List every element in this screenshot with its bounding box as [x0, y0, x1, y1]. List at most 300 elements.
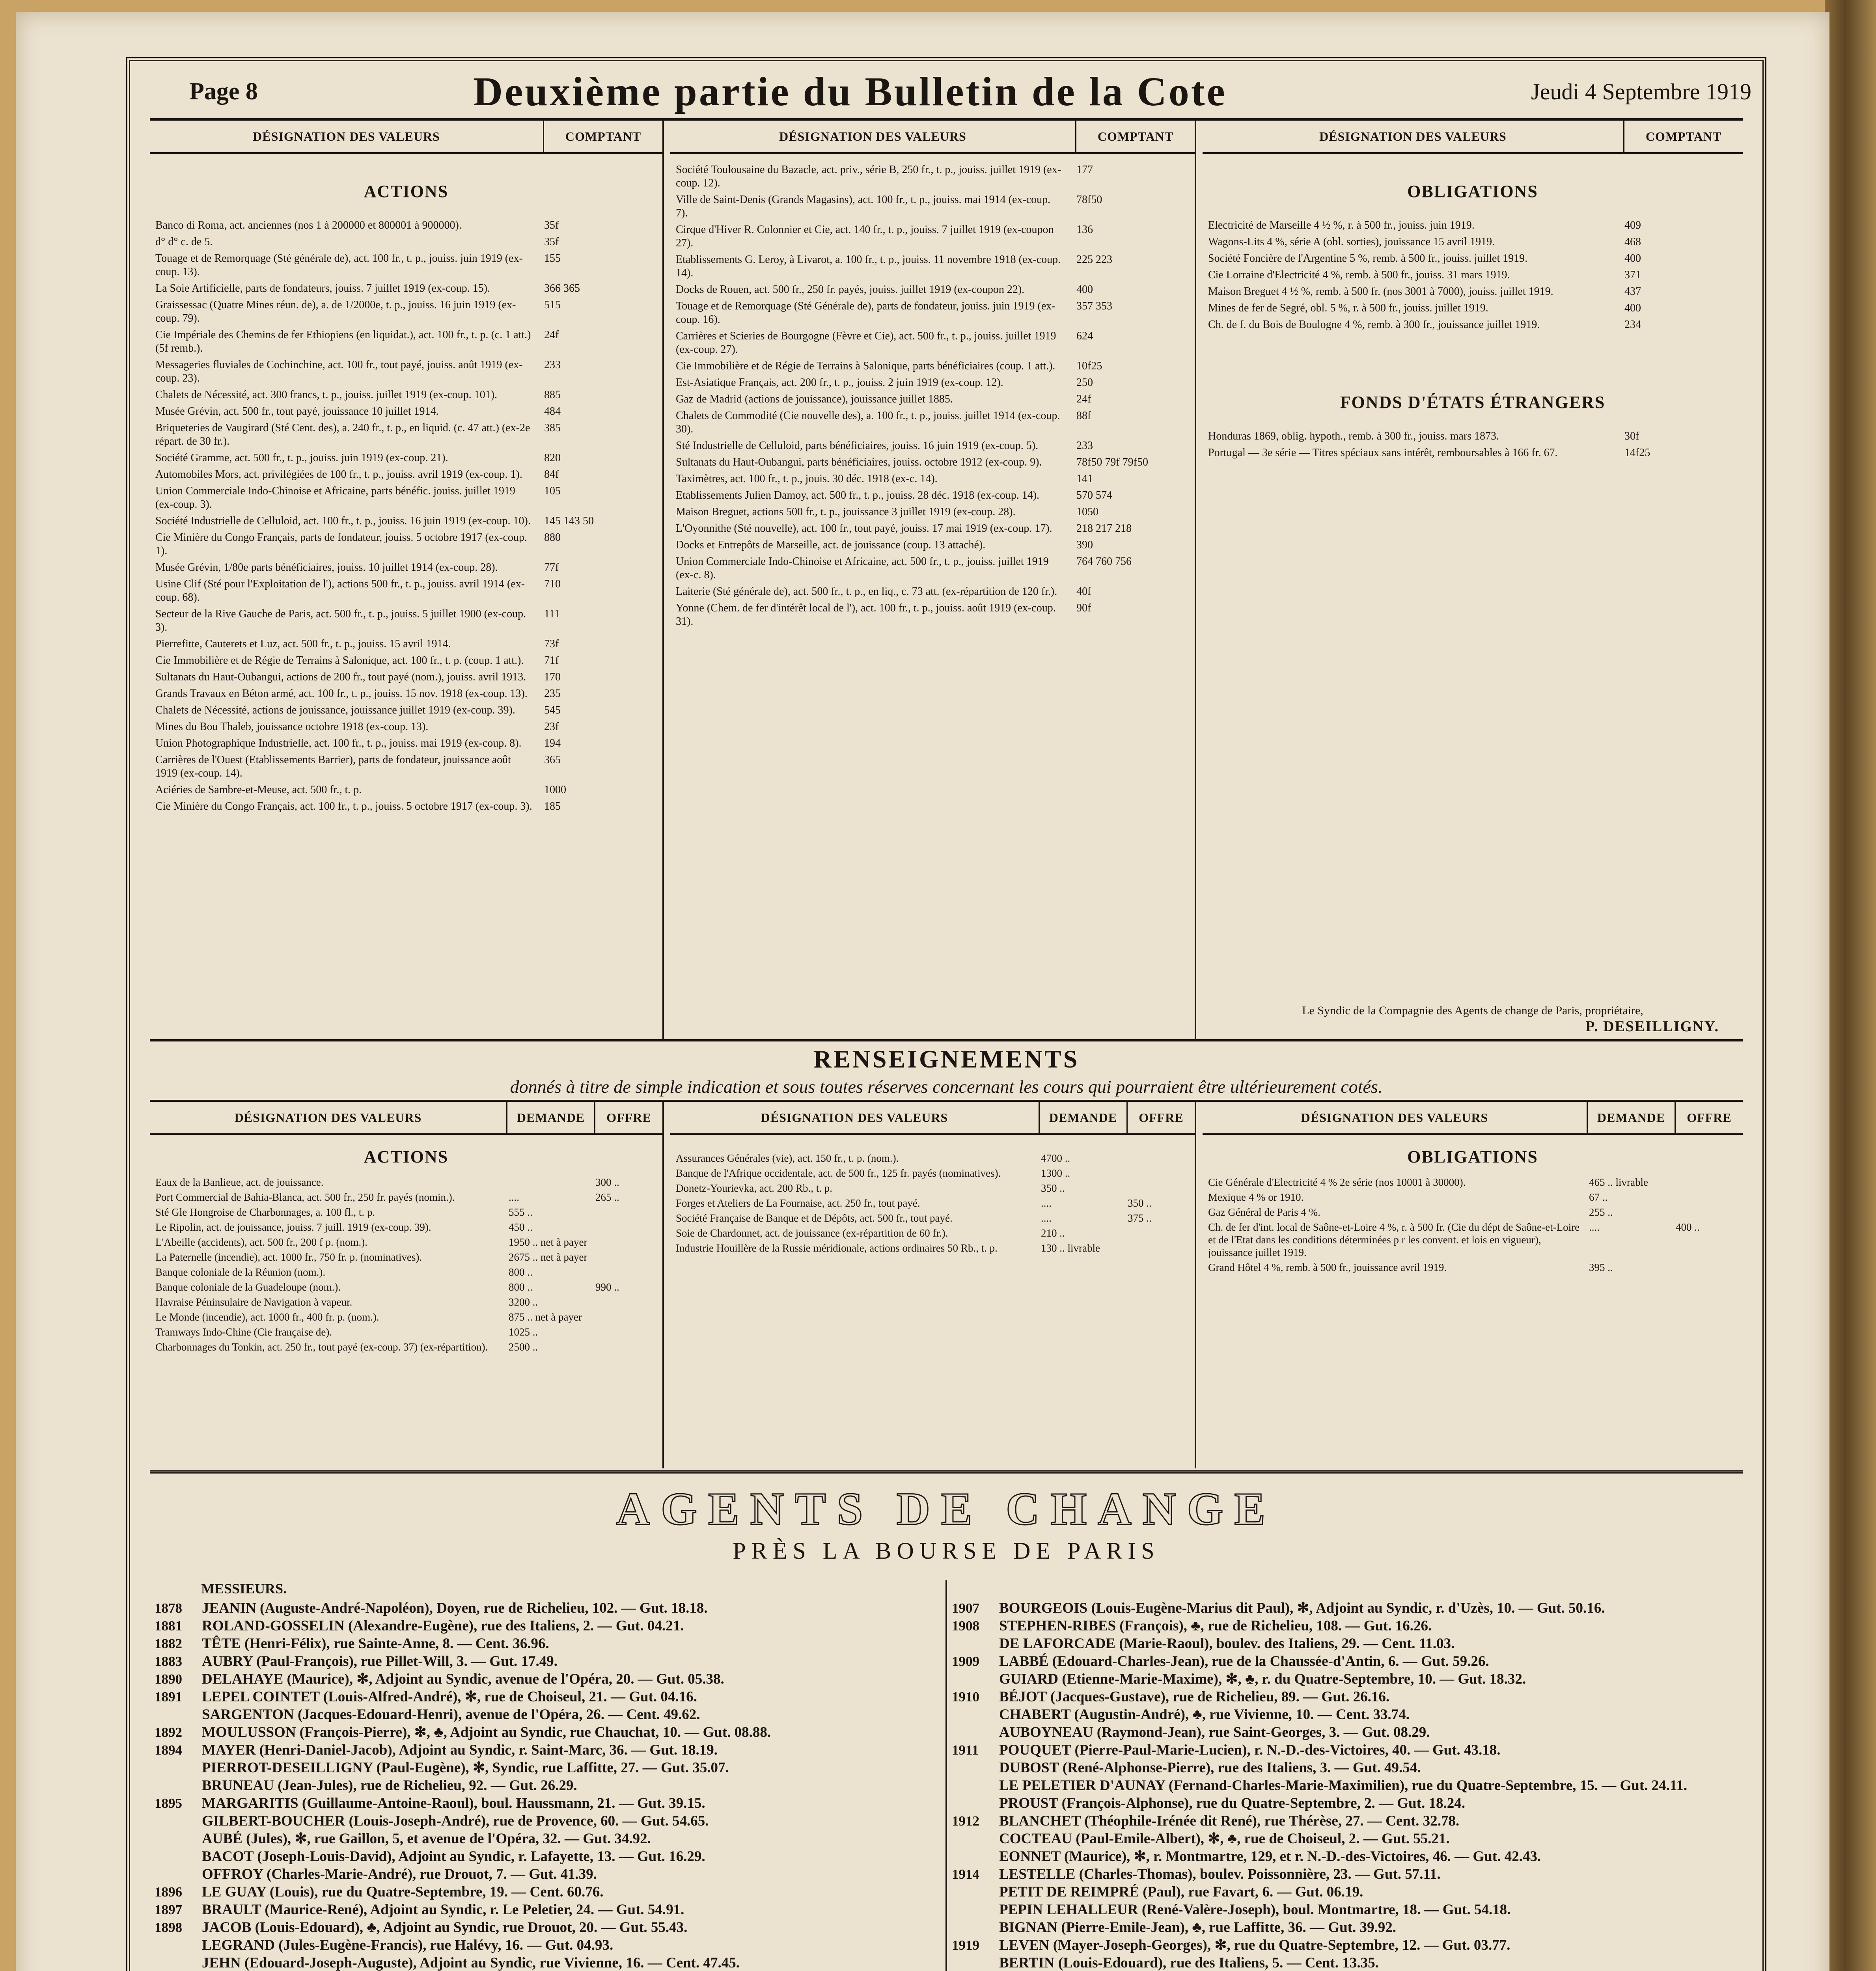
table-row — [150, 234, 662, 250]
security-designation: Pierrefitte, Cauterets et Luz, act. 500 fr., t. p., jouiss. 15 avril 1914. — [155, 638, 451, 650]
security-designation: Maison Breguet, actions 500 fr., t. p., jouissance 3 juillet 1919 (ex-coup. 28). — [676, 506, 1016, 518]
security-designation: La Paternelle (incendie), act. 1000 fr., 750 fr. p. (nominatives). — [155, 1251, 422, 1263]
cours-comptant: 885 — [544, 389, 561, 401]
agent-year — [150, 1759, 202, 1777]
agent-entry — [947, 1901, 1743, 1919]
agent-entry — [150, 1652, 945, 1670]
security-designation: Société Française de Banque et de Dépôts, act. 500 fr., tout payé. — [676, 1212, 953, 1224]
agent-year — [150, 1865, 202, 1883]
security-designation: Assurances Générales (vie), act. 150 fr., t. p. (nom.). — [676, 1152, 899, 1164]
table-row — [670, 1151, 1195, 1166]
agents-right-rows — [947, 1599, 1743, 1971]
security-designation: Maison Breguet 4 ½ %, remb. à 500 fr. (nos 3001 à 7000), jouiss. juillet 1919. — [1208, 285, 1553, 298]
security-designation: Musée Grévin, 1/80e parts bénéficiaires, jouiss. 10 juillet 1914 (ex-coup. 28). — [155, 561, 498, 574]
table-row — [1203, 1205, 1743, 1220]
cote-table — [150, 118, 1743, 1041]
security-designation: Gaz Général de Paris 4 %. — [1208, 1206, 1320, 1218]
table-row — [150, 280, 662, 297]
table-row — [670, 1226, 1195, 1241]
agent-details: DUBOST (René-Alphonse-Pierre), rue des Italiens, 3. — Gut. 49.54. — [999, 1760, 1421, 1776]
security-designation: Carrières et Scieries de Bourgogne (Fèvre et Cie), act. 500 fr., t. p., jouiss. juillet 1919 (ex-coup. 27). — [676, 330, 1056, 356]
table-row — [150, 1220, 662, 1235]
security-designation: Banco di Roma, act. anciennes (nos 1 à 200000 et 800001 à 900000). — [155, 219, 462, 231]
agent-details: COCTEAU (Paul-Emile-Albert), ✻, ♣, rue de Choiseul, 2. — Gut. 55.21. — [999, 1831, 1450, 1847]
agent-year: 1919 — [952, 1937, 979, 1953]
agent-entry — [150, 1865, 945, 1883]
ren-rows-col3 — [1203, 1175, 1743, 1275]
table-row — [150, 1205, 662, 1220]
cours-comptant: 371 — [1624, 269, 1641, 281]
table-row — [150, 686, 662, 702]
table-row — [150, 529, 662, 559]
table-row — [1203, 217, 1743, 234]
table-row — [670, 537, 1195, 553]
agent-entry — [947, 1741, 1743, 1759]
agents-column-right — [945, 1580, 1743, 1971]
security-designation: Cie Immobilière et de Régie de Terrains à Salonique, act. 100 fr., t. p. (coup. 1 att.). — [155, 654, 524, 667]
table-row — [670, 408, 1195, 438]
cours-comptant: 233 — [1076, 440, 1093, 452]
agent-details: BOURGEOIS (Louis-Eugène-Marius dit Paul), ✻, Adjoint au Syndic, r. d'Uzès, 10. — Gut. 50.16. — [999, 1600, 1605, 1616]
agent-entry — [150, 1919, 945, 1936]
security-designation: Docks de Rouen, act. 500 fr., 250 fr. payés, jouiss. juillet 1919 (ex-coupon 22). — [676, 283, 1025, 296]
cours-demande: 350 .. — [1041, 1182, 1065, 1194]
table-row — [150, 702, 662, 719]
cours-offre — [591, 1206, 658, 1218]
table-row — [670, 583, 1195, 600]
security-designation: Ch. de fer d'int. local de Saône-et-Loire 4 %, r. à 500 fr. (Cie du dépt de Saône-et-Loire et de l'Etat dans les conditions déterminées p r les convent. et lois en vigueur), jouissance juillet 1919. — [1208, 1221, 1580, 1258]
renseignements-title: RENSEIGNEMENTS — [813, 1045, 1080, 1073]
agent-entry — [947, 1777, 1743, 1794]
col-header-offre: OFFRE — [594, 1102, 662, 1133]
table-row — [150, 636, 662, 652]
agent-year: 1890 — [155, 1671, 182, 1687]
agent-details: MAYER (Henri-Daniel-Jacob), Adjoint au Syndic, r. Saint-Marc, 36. — Gut. 18.19. — [202, 1742, 718, 1758]
cours-demande — [505, 1176, 591, 1189]
agent-year — [150, 1936, 202, 1954]
cours-comptant: 88f — [1076, 410, 1091, 422]
cours-demande: 2500 .. — [509, 1341, 538, 1353]
security-designation: Le Ripolin, act. de jouissance, jouiss. 7 juill. 1919 (ex-coup. 39). — [155, 1221, 431, 1233]
cours-demande: 1025 .. — [509, 1326, 538, 1338]
table-row — [670, 454, 1195, 471]
table-row — [150, 782, 662, 798]
cours-comptant: 194 — [544, 737, 561, 749]
cours-offre: 990 .. — [595, 1281, 619, 1293]
agent-year: 1892 — [155, 1725, 182, 1740]
agent-year — [947, 1830, 999, 1848]
security-designation: Est-Asiatique Français, act. 200 fr., t. p., jouiss. 2 juin 1919 (ex-coup. 12). — [676, 376, 1003, 389]
table-row — [150, 576, 662, 606]
cours-offre — [591, 1296, 658, 1308]
agent-year: 1894 — [155, 1742, 182, 1758]
agent-year: 1878 — [155, 1600, 182, 1616]
security-designation: Etablissements Julien Damoy, act. 500 fr., t. p., jouiss. 28 déc. 1918 (ex-coup. 14). — [676, 489, 1040, 501]
agent-details: AUBOYNEAU (Raymond-Jean), rue Saint-Georges, 3. — Gut. 08.29. — [999, 1724, 1430, 1740]
agents-left-rows — [150, 1599, 945, 1971]
security-designation: Grand Hôtel 4 %, remb. à 500 fr., jouissance avril 1919. — [1208, 1261, 1447, 1273]
col-header-demande: DEMANDE — [1587, 1102, 1675, 1133]
agent-entry — [150, 1688, 945, 1706]
security-designation: Laiterie (Sté générale de), act. 500 fr., t. p., en liq., c. 73 att. (ex-répartition de 120 fr.). — [676, 585, 1057, 598]
agents-subtitle: PRÈS LA BOURSE DE PARIS — [733, 1538, 1160, 1564]
agent-entry — [947, 1954, 1743, 1971]
agent-entry — [947, 1848, 1743, 1865]
cours-demande: .... — [509, 1191, 519, 1203]
ren-column-3 — [1203, 1102, 1743, 1468]
security-designation: Charbonnages du Tonkin, act. 250 fr., tout payé (ex-coup. 37) (ex-répartition). — [155, 1341, 488, 1353]
table-row — [150, 1190, 662, 1205]
cours-demande: 800 .. — [509, 1281, 533, 1293]
security-designation: Cie Minière du Congo Français, act. 100 fr., t. p., jouiss. 5 octobre 1917 (ex-coup. 3). — [155, 800, 532, 812]
col-header-designation: DÉSIGNATION DES VALEURS — [1319, 129, 1507, 143]
security-designation: Musée Grévin, act. 500 fr., tout payé, jouissance 10 juillet 1914. — [155, 405, 439, 417]
cours-comptant: 111 — [544, 608, 560, 620]
security-designation: Havraise Péninsulaire de Navigation à vapeur. — [155, 1296, 352, 1308]
agent-entry — [150, 1830, 945, 1848]
table-row — [150, 1339, 662, 1354]
agent-details: PETIT DE REIMPRÉ (Paul), rue Favart, 6. — Gut. 06.19. — [999, 1884, 1363, 1900]
security-designation: Wagons-Lits 4 %, série A (obl. sorties), jouissance 15 avril 1919. — [1208, 236, 1495, 248]
agent-entry — [947, 1706, 1743, 1723]
security-designation: Mexique 4 % or 1910. — [1208, 1191, 1304, 1203]
agent-details: BERTIN (Louis-Edouard), rue des Italiens, 5. — Cent. 13.35. — [999, 1955, 1379, 1971]
cours-comptant: 78f50 — [1076, 194, 1102, 206]
page-number: Page 8 — [189, 78, 258, 105]
agents-de-change-section — [150, 1482, 1743, 1971]
security-designation: Briqueteries de Vaugirard (Sté Cent. des), a. 240 fr., t. p., en liquid. (c. 47 att.) (ex-2e répart. de 30 fr.). — [155, 422, 530, 447]
table-row — [1203, 1260, 1743, 1275]
security-designation: Union Photographique Industrielle, act. 100 fr., t. p., jouiss. mai 1919 (ex-coup. 8). — [155, 737, 522, 749]
cours-comptant: 73f — [544, 638, 559, 650]
column-1 — [150, 121, 664, 1039]
security-designation: Graissessac (Quatre Mines réun. de), a. de 1/2000e, t. p., jouiss. 16 juin 1919 (ex-coup. 79). — [155, 299, 516, 324]
agent-details: MARGARITIS (Guillaume-Antoine-Raoul), boul. Haussmann, 21. — Gut. 39.15. — [202, 1795, 705, 1811]
table-row — [150, 357, 662, 387]
cours-offre — [591, 1236, 658, 1248]
cours-comptant: 390 — [1076, 539, 1093, 551]
security-designation: Carrières de l'Ouest (Etablissements Barrier), parts de fondateur, jouissance août 1919 (ex-coup. 14). — [155, 754, 511, 779]
cours-offre — [1124, 1152, 1191, 1164]
cours-offre: 350 .. — [1128, 1197, 1152, 1209]
security-designation: Honduras 1869, oblig. hypoth., remb. à 300 fr., jouiss. mars 1873. — [1208, 430, 1499, 442]
agent-details: CHABERT (Augustin-André), ♣, rue Vivienne, 10. — Cent. 33.74. — [999, 1706, 1410, 1723]
cours-offre: 400 .. — [1676, 1221, 1700, 1233]
security-designation: Taximètres, act. 100 fr., t. p., jouis. 30 déc. 1918 (ex-c. 14). — [676, 473, 938, 485]
cours-comptant: 170 — [544, 671, 561, 683]
agent-details: PROUST (François-Alphonse), rue du Quatre-Septembre, 2. — Gut. 18.24. — [999, 1795, 1465, 1811]
agent-year: 1911 — [952, 1742, 979, 1758]
table-row — [150, 466, 662, 483]
agent-entry — [947, 1936, 1743, 1954]
agent-year: 1898 — [155, 1920, 182, 1935]
agent-year — [150, 1848, 202, 1865]
table-row — [150, 297, 662, 327]
agent-year — [947, 1883, 999, 1901]
cours-comptant: 218 217 218 — [1076, 522, 1132, 535]
security-designation: Ch. de f. du Bois de Boulogne 4 %, remb. à 300 fr., jouissance juillet 1919. — [1208, 319, 1540, 331]
table-row — [1203, 1175, 1743, 1190]
security-designation: Cie Générale d'Electricité 4 % 2e série (nos 10001 à 30000). — [1208, 1176, 1466, 1188]
cours-comptant: 84f — [544, 468, 559, 481]
security-designation: Société Toulousaine du Bazacle, act. priv., série B, 250 fr., t. p., jouiss. juillet 1919 (ex-coup. 12). — [676, 164, 1061, 189]
cours-demande: 130 .. livrable — [1041, 1242, 1100, 1254]
table-row — [670, 1211, 1195, 1226]
cours-offre — [591, 1266, 658, 1278]
agent-details: OFFROY (Charles-Marie-André), rue Drouot, 7. — Gut. 41.39. — [202, 1866, 597, 1882]
cours-comptant: 136 — [1076, 224, 1093, 236]
table-row — [670, 1181, 1195, 1196]
agent-entry — [947, 1617, 1743, 1635]
agent-year — [947, 1794, 999, 1812]
cours-comptant: 764 760 756 — [1076, 555, 1132, 568]
cours-offre — [1124, 1167, 1191, 1179]
cours-comptant: 468 — [1624, 236, 1641, 248]
table-row — [150, 387, 662, 403]
table-row — [1203, 317, 1743, 333]
table-row — [670, 504, 1195, 520]
agent-details: GUIARD (Etienne-Marie-Maxime), ✻, ♣, r. du Quatre-Septembre, 10. — Gut. 18.32. — [999, 1671, 1526, 1687]
agent-year: 1883 — [155, 1654, 182, 1669]
table-row — [150, 1235, 662, 1250]
agent-details: JACOB (Louis-Edouard), ♣, Adjoint au Syndic, rue Drouot, 20. — Gut. 55.43. — [202, 1919, 688, 1936]
col-header-designation: DÉSIGNATION DES VALEURS — [234, 1110, 422, 1125]
security-designation: Cie Lorraine d'Electricité 4 %, remb. à 500 fr., jouiss. 31 mars 1919. — [1208, 269, 1510, 281]
agent-details: AUBÉ (Jules), ✻, rue Gaillon, 5, et avenue de l'Opéra, 32. — Gut. 34.92. — [202, 1831, 651, 1847]
table-row — [150, 652, 662, 669]
col-header-demande: DEMANDE — [1039, 1102, 1126, 1133]
cours-comptant: 545 — [544, 704, 561, 716]
agent-entry — [150, 1723, 945, 1741]
agent-year: 1907 — [952, 1600, 979, 1616]
renseignements-subtitle: donnés à titre de simple indication et sous toutes réserves concernant les cours qui pourraient être ultérieurement cotés. — [510, 1077, 1383, 1097]
table-row — [670, 471, 1195, 487]
table-row — [150, 1280, 662, 1295]
cours-offre: 375 .. — [1128, 1212, 1152, 1224]
security-designation: Messageries fluviales de Cochinchine, act. 100 fr., tout payé, jouiss. août 1919 (ex-coup. 23). — [155, 359, 523, 384]
cours-demande: 875 .. net à payer — [509, 1311, 582, 1323]
table-row — [670, 391, 1195, 408]
col-header-designation: DÉSIGNATION DES VALEURS — [253, 129, 440, 143]
table-row — [150, 420, 662, 450]
col-header-designation: DÉSIGNATION DES VALEURS — [1301, 1110, 1488, 1125]
agent-details: LE PELETIER D'AUNAY (Fernand-Charles-Marie-Maximilien), rue du Quatre-Septembre, 15. — Gut. 24.11. — [999, 1777, 1688, 1794]
cours-comptant: 400 — [1076, 283, 1093, 296]
table-row — [150, 513, 662, 529]
cours-demande: 1950 .. net à payer — [509, 1236, 587, 1248]
cours-comptant: 820 — [544, 452, 561, 464]
table-row — [670, 487, 1195, 504]
table-row — [670, 374, 1195, 391]
table-row — [670, 298, 1195, 328]
agent-details: BLANCHET (Théophile-Irénée dit René), rue Thérèse, 27. — Cent. 32.78. — [999, 1813, 1460, 1829]
cours-offre — [1672, 1176, 1739, 1189]
syndic-note: Le Syndic de la Compagnie des Agents de change de Paris, propriétaire, — [1302, 1004, 1643, 1017]
page-date: Jeudi 4 Septembre 1919 — [1531, 79, 1751, 104]
table-row — [150, 735, 662, 752]
table-row — [670, 251, 1195, 281]
table-row — [670, 1196, 1195, 1211]
cours-comptant: 35f — [544, 236, 559, 248]
cours-comptant: 14f25 — [1624, 447, 1650, 459]
agent-entry — [150, 1936, 945, 1954]
agent-year — [947, 1670, 999, 1688]
security-designation: Eaux de la Banlieue, act. de jouissance. — [155, 1176, 324, 1188]
table-row — [670, 162, 1195, 192]
col-header-comptant: COMPTANT — [1623, 121, 1743, 152]
agents-column-left — [150, 1580, 945, 1971]
cours-comptant: 24f — [1076, 393, 1091, 405]
security-designation: Electricité de Marseille 4 ½ %, r. à 500 fr., jouiss. juin 1919. — [1208, 219, 1475, 231]
table-row — [1203, 1190, 1743, 1205]
security-designation: Ville de Saint-Denis (Grands Magasins), act. 100 fr., t. p., jouiss. mai 1914 (ex-coup. 7). — [676, 194, 1051, 219]
col-header-offre: OFFRE — [1126, 1102, 1195, 1133]
security-designation: Union Commerciale Indo-Chinoise et Africaine, parts bénéfic. jouiss. juillet 1919 (ex-coup. 3). — [155, 485, 515, 510]
agent-details: EONNET (Maurice), ✻, r. Montmartre, 129, et r. N.-D.-des-Victoires, 46. — Gut. 42.43. — [999, 1848, 1541, 1865]
cours-comptant: 155 — [544, 252, 561, 265]
rows-col3b — [1203, 428, 1743, 461]
agent-year: 1914 — [952, 1867, 979, 1882]
table-row — [670, 520, 1195, 537]
agent-entry — [150, 1794, 945, 1812]
cours-demande: 3200 .. — [509, 1296, 538, 1308]
security-designation: Usine Clif (Sté pour l'Exploitation de l'), actions 500 fr., t. p., jouiss. avril 1914 (ex-coup. 68). — [155, 578, 525, 604]
cours-comptant: 78f50 79f 79f50 — [1076, 456, 1148, 468]
cours-offre — [1672, 1261, 1739, 1274]
agent-entry — [947, 1759, 1743, 1777]
cours-demande: .... — [1041, 1197, 1052, 1209]
agent-year — [150, 1812, 202, 1830]
table-row — [1203, 250, 1743, 267]
table-row — [150, 250, 662, 280]
cours-comptant: 1050 — [1076, 506, 1098, 518]
agent-entry — [150, 1706, 945, 1723]
agent-year: 1912 — [952, 1813, 979, 1829]
table-row — [670, 553, 1195, 583]
cours-comptant: 233 — [544, 359, 561, 371]
agent-entry — [947, 1723, 1743, 1741]
cours-comptant: 145 143 50 — [544, 515, 594, 527]
cours-comptant: 40f — [1076, 585, 1091, 598]
agent-entry — [947, 1670, 1743, 1688]
cours-demande: 395 .. — [1589, 1261, 1613, 1273]
table-row — [670, 281, 1195, 298]
agent-entry — [150, 1635, 945, 1652]
agent-year — [150, 1830, 202, 1848]
agent-details: BRUNEAU (Jean-Jules), rue de Richelieu, 92. — Gut. 26.29. — [202, 1777, 577, 1794]
page-title: Deuxième partie du Bulletin de la Cote — [473, 69, 1227, 114]
cours-offre — [591, 1326, 658, 1338]
security-designation: Chalets de Nécessité, actions de jouissance, jouissance juillet 1919 (ex-coup. 39). — [155, 704, 515, 716]
security-designation: Mines de fer de Segré, obl. 5 %, r. à 500 fr., jouiss. juillet 1919. — [1208, 302, 1488, 314]
agent-year — [947, 1919, 999, 1936]
agent-details: STEPHEN-RIBES (François), ♣, rue de Richelieu, 108. — Gut. 16.26. — [999, 1618, 1432, 1634]
table-row — [150, 669, 662, 686]
cours-comptant: 624 — [1076, 330, 1093, 342]
agent-details: AUBRY (Paul-François), rue Pillet-Will, 3. — Gut. 17.49. — [202, 1653, 558, 1669]
agent-details: JEANIN (Auguste-André-Napoléon), Doyen, rue de Richelieu, 102. — Gut. 18.18. — [202, 1600, 708, 1616]
cours-comptant: 235 — [544, 687, 561, 700]
table-row — [1203, 1220, 1743, 1260]
cours-offre: 265 .. — [595, 1191, 619, 1203]
security-designation: Société Foncière de l'Argentine 5 %, remb. à 500 fr., jouiss. juillet 1919. — [1208, 252, 1528, 265]
messieurs-label: MESSIEURS. — [201, 1581, 287, 1597]
cours-comptant: 880 — [544, 531, 561, 544]
cours-comptant: 409 — [1624, 219, 1641, 231]
security-designation: Cie Impériale des Chemins de fer Ethiopiens (en liquidat.), act. 100 fr., t. p. (c. 1 att.) (5f remb.). — [155, 329, 531, 354]
cours-offre — [591, 1341, 658, 1353]
cours-demande: 2675 .. net à payer — [509, 1251, 587, 1263]
cours-comptant: 77f — [544, 561, 559, 574]
agent-entry — [947, 1635, 1743, 1652]
col-header-comptant: COMPTANT — [543, 121, 662, 152]
table-row — [670, 328, 1195, 358]
cours-demande: 210 .. — [1041, 1227, 1065, 1239]
table-row — [670, 1241, 1195, 1256]
cours-comptant: 90f — [1076, 602, 1091, 614]
agent-year — [947, 1954, 999, 1971]
cours-comptant: 357 353 — [1076, 300, 1112, 312]
table-row — [150, 1175, 662, 1190]
agent-details: LEGRAND (Jules-Eugène-Francis), rue Halévy, 16. — Gut. 04.93. — [202, 1937, 614, 1953]
agent-year: 1908 — [952, 1618, 979, 1634]
cours-comptant: 570 574 — [1076, 489, 1112, 501]
security-designation: Secteur de la Rive Gauche de Paris, act. 500 fr., t. p., jouiss. 5 juillet 1900 (ex-coup. 3). — [155, 608, 526, 633]
agent-entry — [947, 1883, 1743, 1901]
cours-comptant: 400 — [1624, 302, 1641, 314]
cours-demande: 555 .. — [509, 1206, 533, 1218]
security-designation: L'Oyonnithe (Sté nouvelle), act. 100 fr., tout payé, jouiss. 17 mai 1919 (ex-coup. 17). — [676, 522, 1052, 535]
cours-comptant: 400 — [1624, 252, 1641, 265]
ren-rows-col2 — [670, 1151, 1195, 1256]
book-binding — [1825, 0, 1876, 1971]
table-row — [150, 719, 662, 735]
agent-year — [150, 1777, 202, 1794]
agent-entry — [150, 1599, 945, 1617]
agent-entry — [947, 1652, 1743, 1670]
cours-offre — [1124, 1242, 1191, 1254]
table-row — [670, 358, 1195, 374]
cours-comptant: 365 — [544, 754, 561, 766]
security-designation: Banque de l'Afrique occidentale, act. de 500 fr., 125 fr. payés (nominatives). — [676, 1167, 1001, 1179]
col-header-offre: OFFRE — [1675, 1102, 1743, 1133]
agent-entry — [150, 1741, 945, 1759]
table-row — [150, 1250, 662, 1265]
renseignements-table — [150, 1100, 1743, 1468]
agent-details: PIERROT-DESEILLIGNY (Paul-Eugène), ✻, Syndic, rue Laffitte, 27. — Gut. 35.07. — [202, 1760, 729, 1776]
security-designation: Port Commercial de Bahia-Blanca, act. 500 fr., 250 fr. payés (nomin.). — [155, 1191, 455, 1203]
cours-offre — [1672, 1206, 1739, 1218]
cours-offre — [1124, 1227, 1191, 1239]
rows-col2 — [670, 162, 1195, 630]
agent-entry — [947, 1919, 1743, 1936]
security-designation: Union Commerciale Indo-Chinoise et Africaine, act. 500 fr., t. p., jouiss. juillet 1919 (ex-c. 8). — [676, 555, 1049, 581]
security-designation: Sté Industrielle de Celluloid, parts bénéficiaires, jouiss. 16 juin 1919 (ex-coup. 5). — [676, 440, 1039, 452]
agent-year — [947, 1777, 999, 1794]
cours-comptant: 141 — [1076, 473, 1093, 485]
agent-year: 1897 — [155, 1902, 182, 1917]
agents-title: AGENTS DE CHANGE — [616, 1483, 1277, 1535]
security-designation: Tramways Indo-Chine (Cie française de). — [155, 1326, 332, 1338]
security-designation: Donetz-Yourievka, act. 200 Rb., t. p. — [676, 1182, 832, 1194]
agent-entry — [150, 1617, 945, 1635]
agent-details: TÊTE (Henri-Félix), rue Sainte-Anne, 8. — Cent. 36.96. — [202, 1636, 549, 1652]
agent-year: 1891 — [155, 1689, 182, 1705]
security-designation: Sté Gle Hongroise de Charbonnages, a. 100 fl., t. p. — [155, 1206, 375, 1218]
syndic-name: P. DESEILLIGNY. — [1585, 1018, 1719, 1035]
cours-offre — [591, 1251, 658, 1263]
security-designation: Société Gramme, act. 500 fr., t. p., jouiss. juin 1919 (ex-coup. 21). — [155, 452, 448, 464]
